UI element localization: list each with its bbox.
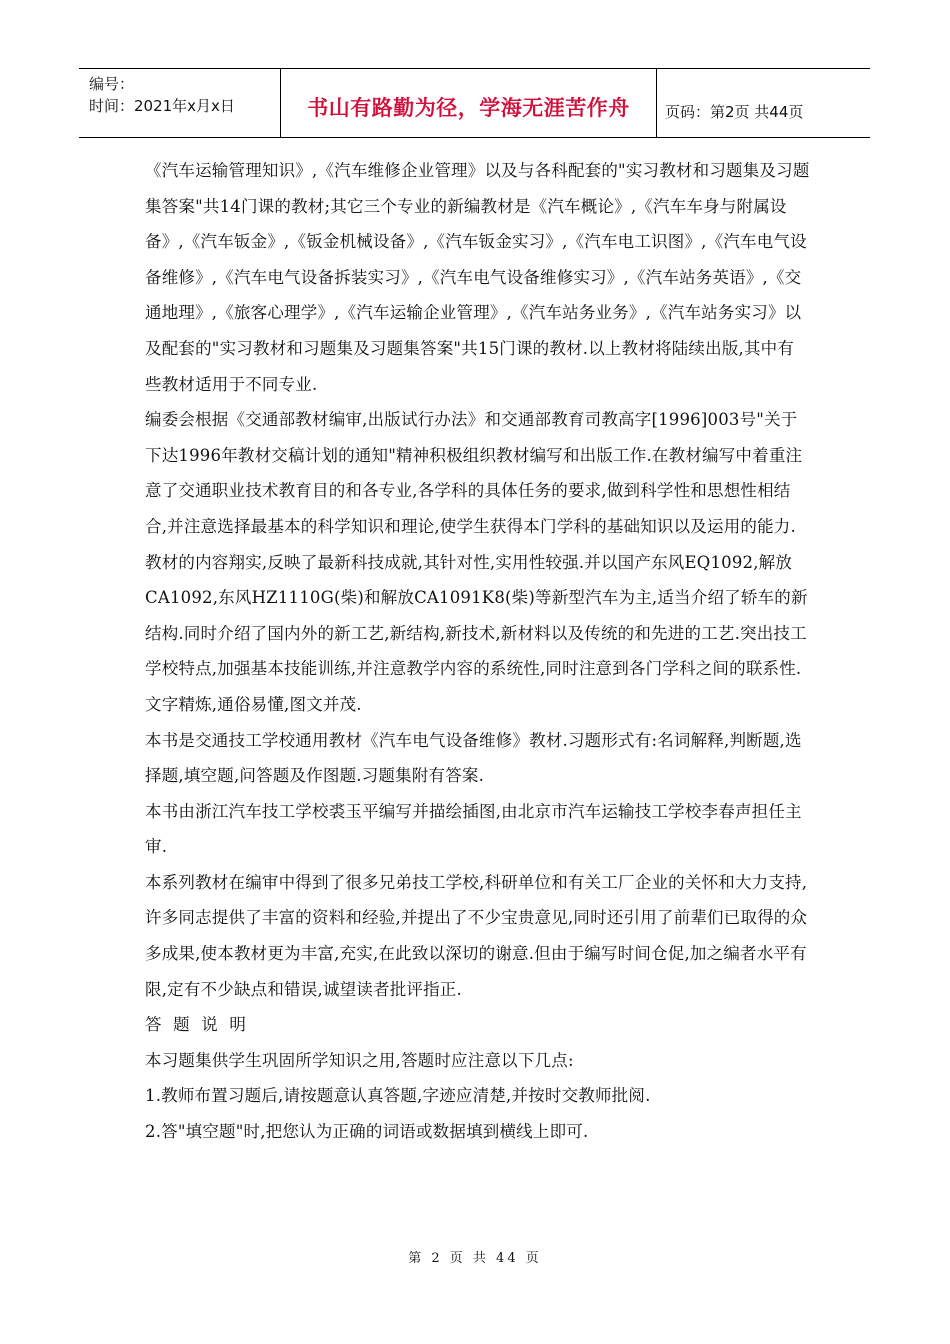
document-body <box>145 153 810 1150</box>
paragraph: 本书由浙江汽车技工学校裘玉平编写并描绘插图,由北京市汽车运输技工学校李春声担任主审. <box>145 801 802 857</box>
list-item: 1.教师布置习题后,请按题意认真答题,字迹应清楚,并按时交教师批阅. <box>145 1086 651 1106</box>
page-label: 页码：第2页 共44页 <box>665 102 804 121</box>
paragraph: 本习题集供学生巩固所学知识之用,答题时应注意以下几点: <box>145 1050 574 1070</box>
date-label: 时间：2021年x月x日 <box>89 97 235 115</box>
paragraph: 教材的内容翔实,反映了最新科技成就,其针对性,实用性较强.并以国产东风EQ1092,解放CA1092,东风HZ1110G(柴)和解放CA1091K8(柴)等新型汽车为主,适当介绍了轿车的新结构.同时介绍了国内外的新工艺,新结构,新技术,新材料以及传统的和先进的工艺.突出技工学校特点,加强基本技能训练,并注意教学内容的系统性,同时注意到各门学科之间的联系性.文字精炼,通俗易懂,图文并茂. <box>145 552 808 714</box>
footer-page-number: 第 2 页 共 44 页 <box>408 1251 542 1266</box>
header-page-cell <box>657 77 870 145</box>
serial-label: 编号： <box>89 75 135 93</box>
section-heading: 答 题 说 明 <box>145 1015 247 1035</box>
motto-text: 书山有路勤为径，学海无涯苦作舟 <box>307 96 630 120</box>
page-header <box>79 68 870 138</box>
header-meta-cell <box>79 69 281 137</box>
header-motto-cell <box>281 69 657 137</box>
paragraph: 本系列教材在编审中得到了很多兄弟技工学校,科研单位和有关工厂企业的关怀和大力支持,许多同志提供了丰富的资料和经验,并提出了不少宝贵意见,同时还引用了前辈们已取得的众多成果,使本教材更为丰富,充实,在此致以深切的谢意.但由于编写时间仓促,加之编者水平有限,定有不少缺点和错误,诚望读者批评指正. <box>145 872 808 999</box>
page-footer <box>0 1247 950 1266</box>
paragraph: 编委会根据《交通部教材编审,出版试行办法》和交通部教育司教高字[1996]003号"关于下达1996年教材交稿计划的通知"精神积极组织教材编写和出版工作.在教材编写中着重注意了交通职业技术教育目的和各专业,各学科的具体任务的要求,做到科学性和思想性相结合,并注意选择最基本的科学知识和理论,使学生获得本门学科的基础知识以及运用的能力. <box>145 410 803 536</box>
list-item: 2.答"填空题"时,把您认为正确的词语或数据填到横线上即可. <box>145 1122 589 1142</box>
paragraph: 本书是交通技工学校通用教材《汽车电气设备维修》教材.习题形式有:名词解释,判断题,选择题,填空题,问答题及作图题.习题集附有答案. <box>145 730 802 786</box>
paragraph: 《汽车运输管理知识》,《汽车维修企业管理》以及与各科配套的"实习教材和习题集及习题集答案"共14门课的教材;其它三个专业的新编教材是《汽车概论》,《汽车车身与附属设备》,《汽车钣金》,《钣金机械设备》,《汽车钣金实习》,《汽车电工识图》,《汽车电气设备维修》,《汽车电气设备拆装实习》,《汽车电气设备维修实习》,《汽车站务英语》,《交通地理》,《旅客心理学》,《汽车运输企业管理》,《汽车站务业务》,《汽车站务实习》以及配套的"实习教材和习题集及习题集答案"共15门课的教材.以上教材将陆续出版,其中有些教材适用于不同专业. <box>145 161 810 394</box>
